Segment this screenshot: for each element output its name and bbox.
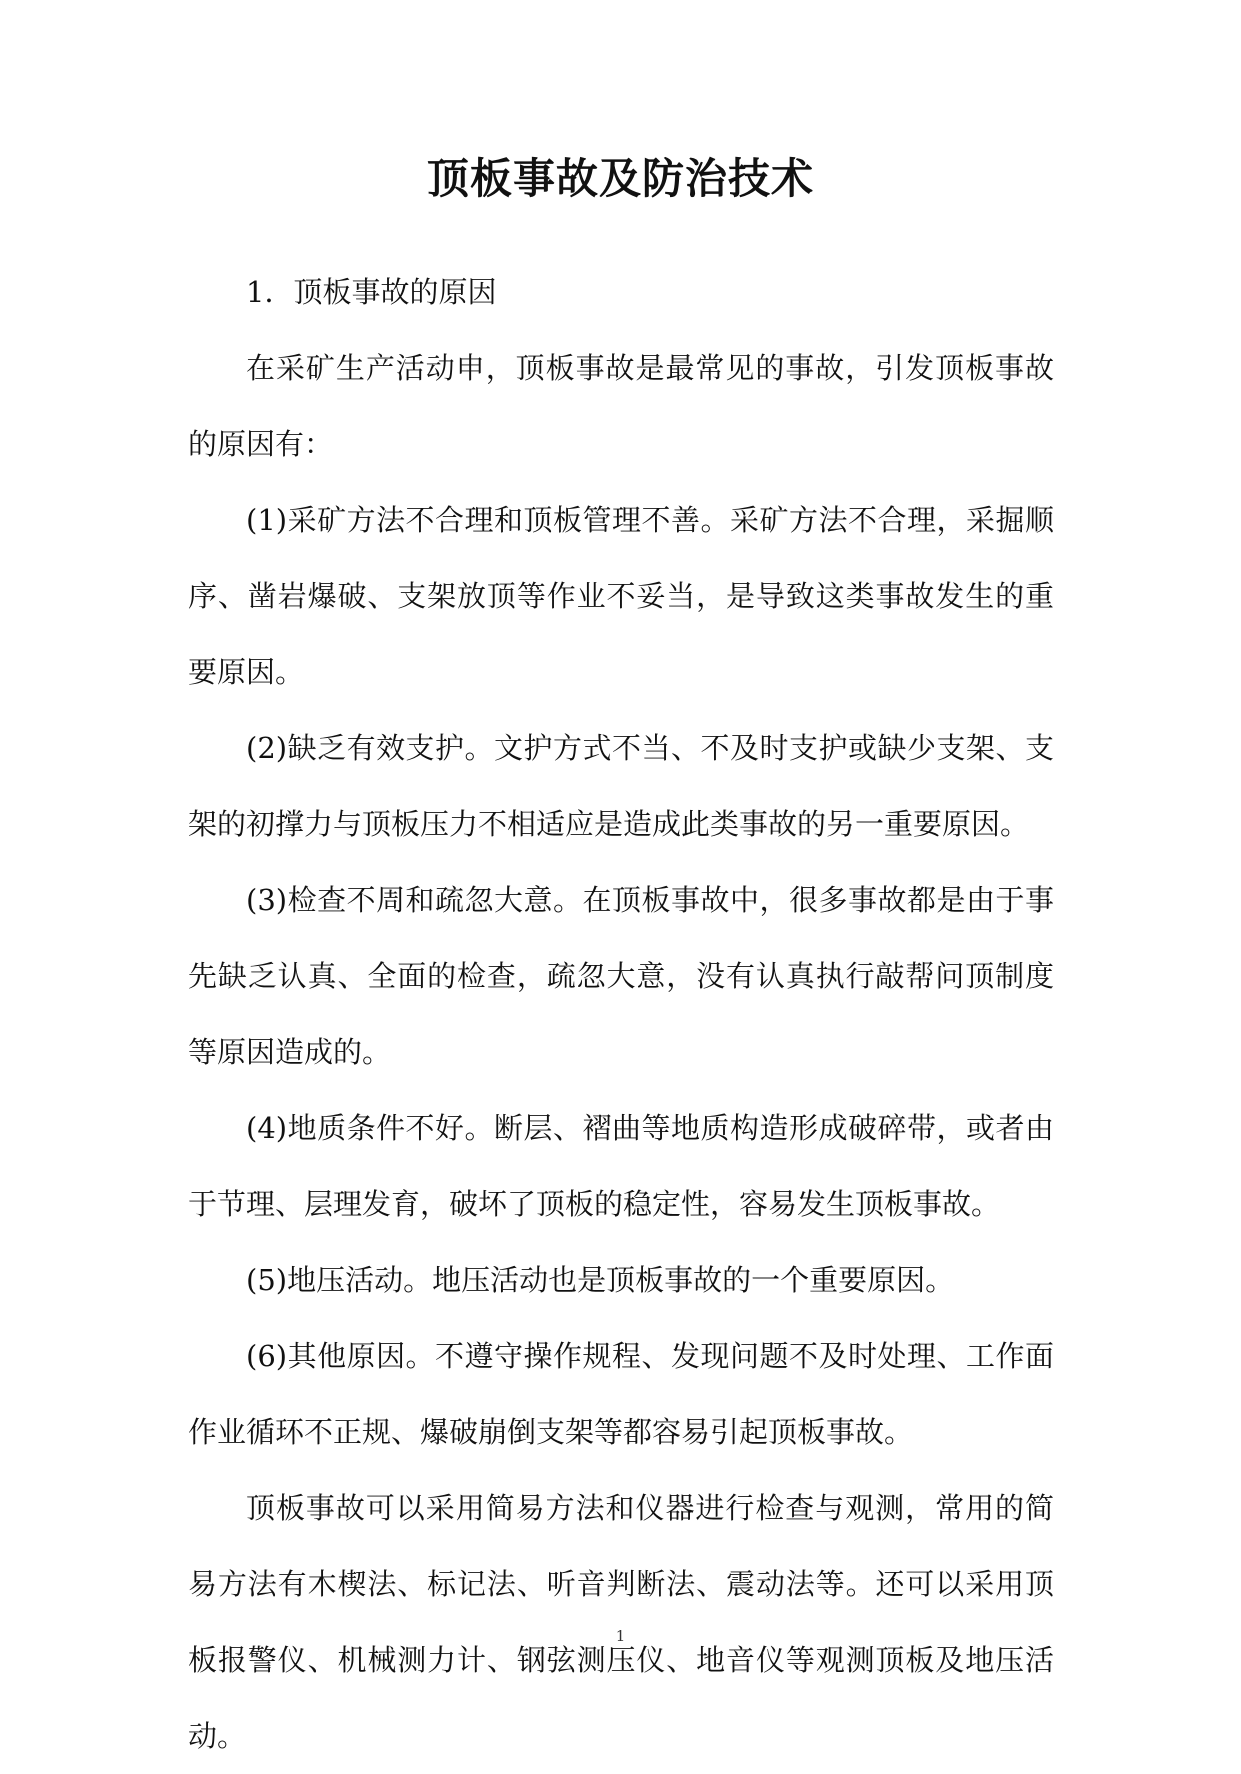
- paragraph-inspection-methods: 顶板事故可以采用简易方法和仪器进行检查与观测，常用的简易方法有木楔法、标记法、听音判断法、震动法等。还可以采用顶板报警仪、机械测力计、钢弦测压仪、地音仪等观测顶板及地压活动。: [188, 1491, 1054, 1753]
- paragraph-cause-1: (1)采矿方法不合理和顶板管理不善。采矿方法不合理，采掘顺序、凿岩爆破、支架放顶等作业不妥当，是导致这类事故发生的重要原因。: [188, 503, 1054, 689]
- paragraph-cause-3: (3)检查不周和疏忽大意。在顶板事故中，很多事故都是由于事先缺乏认真、全面的检查，疏忽大意，没有认真执行敲帮问顶制度等原因造成的。: [188, 883, 1054, 1069]
- paragraph-cause-2: (2)缺乏有效支护。文护方式不当、不及时支护或缺少支架、支架的初撑力与顶板压力不相适应是造成此类事故的另一重要原因。: [188, 731, 1054, 841]
- document-body: [188, 254, 1054, 1774]
- paragraph-cause-4: (4)地质条件不好。断层、褶曲等地质构造形成破碎带，或者由于节理、层理发育，破坏了顶板的稳定性，容易发生顶板事故。: [188, 1111, 1054, 1221]
- page-number: 1: [615, 1627, 626, 1645]
- paragraph-intro: 在采矿生产活动申，顶板事故是最常见的事故，引发顶板事故的原因有：: [188, 351, 1054, 461]
- section-heading: 1．顶板事故的原因: [246, 275, 497, 309]
- paragraph-cause-5: (5)地压活动。地压活动也是顶板事故的一个重要原因。: [246, 1263, 955, 1297]
- paragraph-cause-6: (6)其他原因。不遵守操作规程、发现问题不及时处理、工作面作业循环不正规、爆破崩倒支架等都容易引起顶板事故。: [188, 1339, 1054, 1449]
- document-title: 顶板事故及防治技术: [426, 154, 814, 203]
